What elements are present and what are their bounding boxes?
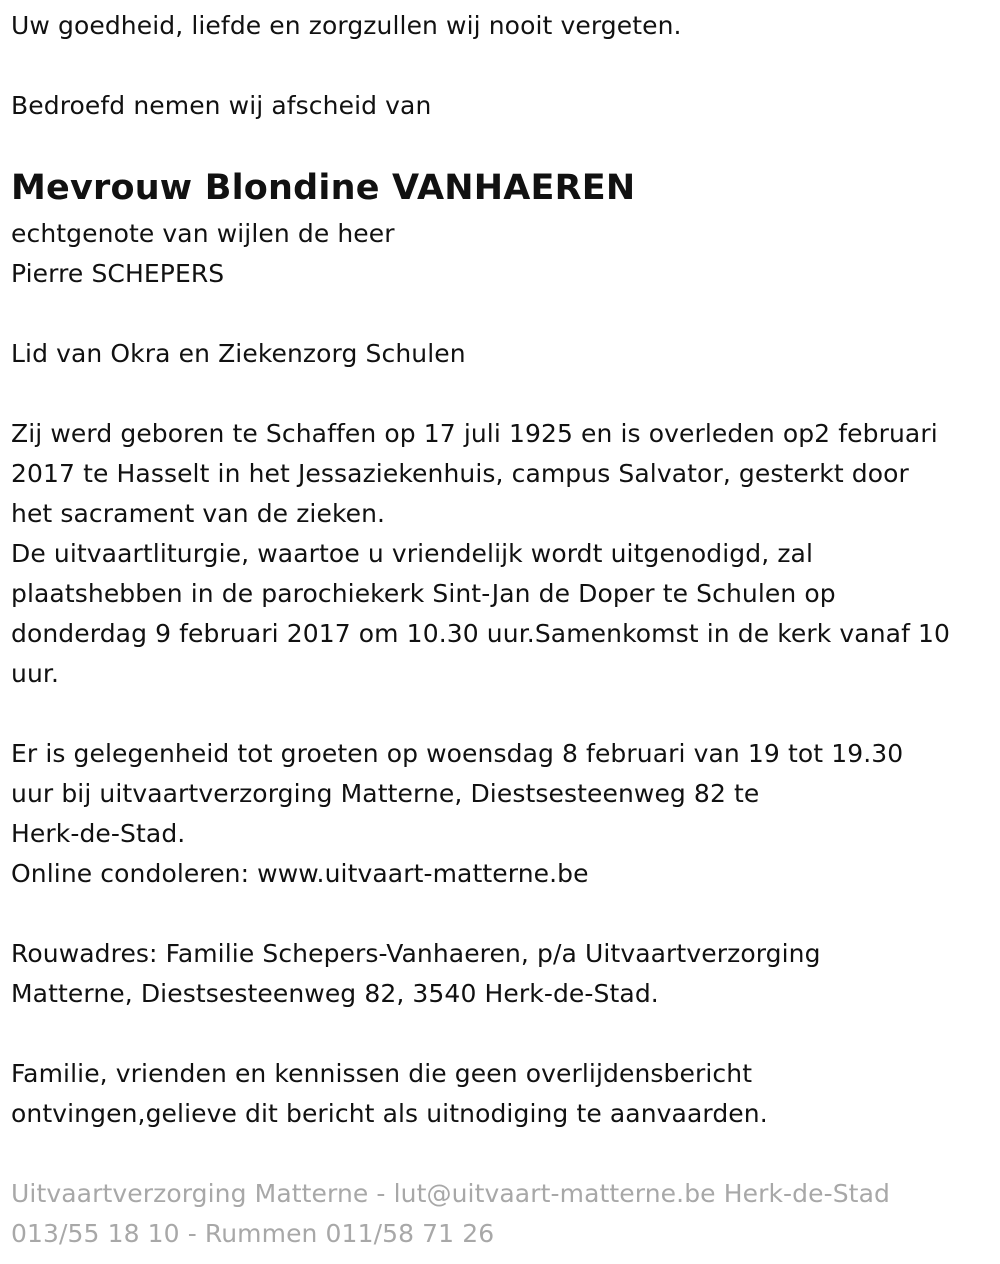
spouse-line-1: echtgenote van wijlen de heer (11, 219, 395, 248)
address-section (11, 934, 996, 1014)
spacer (11, 894, 996, 934)
membership-text: Lid van Okra en Ziekenzorg Schulen (11, 339, 466, 368)
visitation-section (11, 734, 996, 894)
funeral-home-footer (11, 1174, 996, 1254)
biography-line: 2017 te Hasselt in het Jessaziekenhuis, campus Salvator, gesterkt door (11, 459, 909, 488)
spacer (11, 374, 996, 414)
announcement-text: Bedroefd nemen wij afscheid van (11, 91, 432, 120)
closing-line: ontvingen,gelieve dit bericht als uitnodiging te aanvaarden. (11, 1099, 768, 1128)
spacer (11, 294, 996, 334)
spacer (11, 126, 996, 166)
biography-line: Zij werd geboren te Schaffen op 17 juli 1925 en is overleden op2 februari (11, 419, 938, 448)
deceased-name: Mevrouw Blondine VANHAEREN (11, 168, 636, 208)
biography-line: plaatshebben in de parochiekerk Sint-Jan de Doper te Schulen op (11, 579, 836, 608)
motto-text: Uw goedheid, liefde en zorgzullen wij nooit vergeten. (11, 11, 682, 40)
spouse-line-2: Pierre SCHEPERS (11, 259, 225, 288)
biography-line: De uitvaartliturgie, waartoe u vriendelijk wordt uitgenodigd, zal (11, 539, 814, 568)
spacer (11, 1134, 996, 1174)
footer-line: Uitvaartverzorging Matterne - lut@uitvaart-matterne.be Herk-de-Stad (11, 1179, 890, 1208)
biography-line: uur. (11, 659, 60, 688)
visitation-line: Er is gelegenheid tot groeten op woensdag 8 februari van 19 tot 19.30 (11, 739, 904, 768)
spacer (11, 46, 996, 86)
online-condolence-line: Online condoleren: www.uitvaart-matterne.be (11, 859, 589, 888)
visitation-line: uur bij uitvaartverzorging Matterne, Diestsesteenweg 82 te (11, 779, 760, 808)
footer-line: 013/55 18 10 - Rummen 011/58 71 26 (11, 1219, 495, 1248)
closing-line: Familie, vrienden en kennissen die geen overlijdensbericht (11, 1059, 753, 1088)
address-line: Rouwadres: Familie Schepers-Vanhaeren, p/a Uitvaartverzorging (11, 939, 821, 968)
biography-section (11, 414, 996, 694)
spacer (11, 694, 996, 734)
obituary-notice (11, 6, 996, 1254)
address-line: Matterne, Diestsesteenweg 82, 3540 Herk-de-Stad. (11, 979, 659, 1008)
biography-line: donderdag 9 februari 2017 om 10.30 uur.Samenkomst in de kerk vanaf 10 (11, 619, 951, 648)
visitation-line: Herk-de-Stad. (11, 819, 186, 848)
closing-section (11, 1054, 996, 1134)
biography-line: het sacrament van de zieken. (11, 499, 386, 528)
spacer (11, 1014, 996, 1054)
